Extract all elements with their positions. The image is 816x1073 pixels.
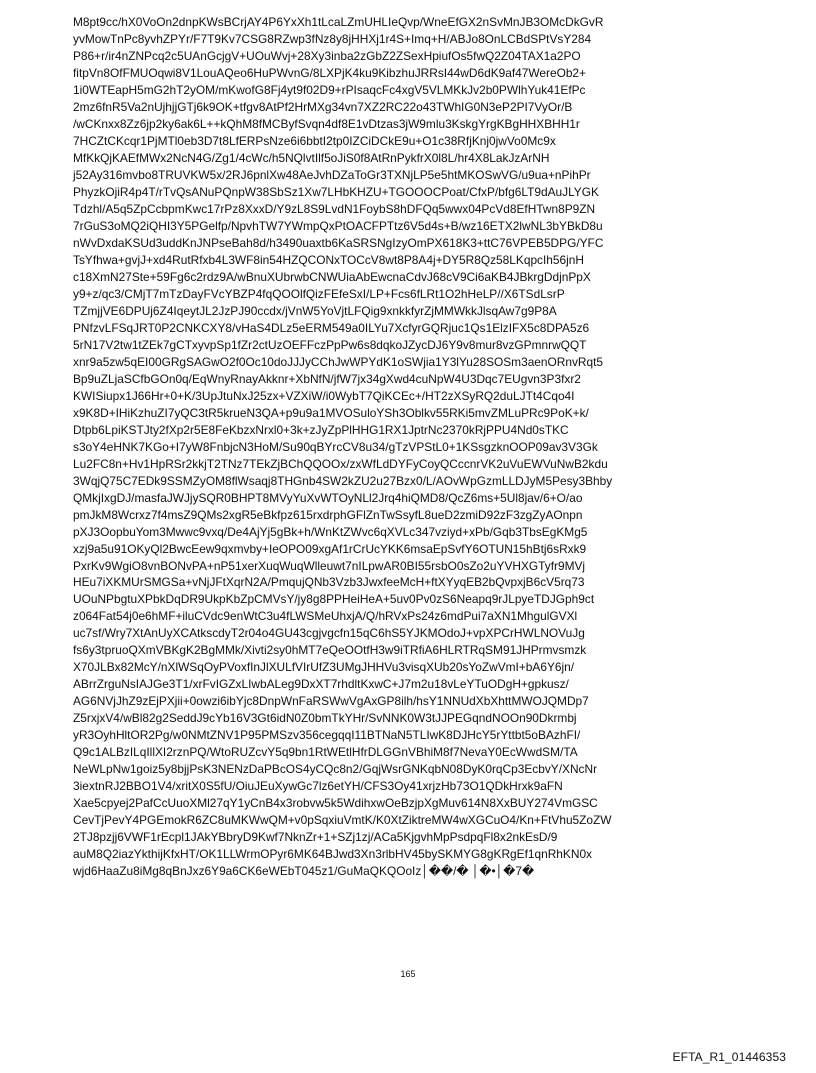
text-line: pXJ3OopbuYom3Mwwc9vxq/De4AjYj5gBk+h/WnKtZWvc6qXVLc347vziyd+xPb/Gqb3TbsEgKMg5: [73, 524, 588, 539]
text-line: xzj9a5u91OKyQl2BwcEew9qxmvby+IeOPO09xgAf1rCrUcYKK6msaEpSvfY6OTUN15hBtj6sRxk9: [73, 541, 587, 556]
text-line: z064Fat54j0e6hMF+iluCVdc9enWtC3u4fLWSMeUhxjA/Q/hRVxPs24z6mdPui7aXN1MhgulGVXl: [73, 609, 578, 624]
text-line: c18XmN27Ste+59Fg6c2rdz9A/wBnuXUbrwbCNWUiaAbEwcnaCdvJ68cV9Ci6aKB4JBkrgDdjnPpX: [73, 269, 591, 284]
text-line: UOuNPbgtuXPbkDqDR9UkpKbZpCMVsY/jy8g8PPHeiHeA+5uv0Pv0zS6Neapq9rJLpyeTDJGph9ct: [73, 592, 595, 607]
text-line: CevTjPevY4PGEmokR6ZC8uMKWwQM+v0pSqxiuVmtK/K0XtZiktreMW4wXGCuO4/Kn+FtVhu5ZoZW: [73, 813, 612, 828]
text-line: Tdzhl/A5q5ZpCcbpmKwc17rPz8XxxD/Y9zL8S9LvdN1FoybS8hDFQq5wwx04PcVd8EfHTwn8P9ZN: [73, 201, 596, 216]
text-line: P86+r/ir4nZNPcq2c5UAnGcjgV+UOuWvj+28Xy3inba2zGbZ2ZSexHpiufOs5fwQ2Z04TAX1a2PO: [73, 48, 581, 63]
text-line: Dtpb6LpiKSTJty2fXp2r5E8FeKbzxNrxl0+3k+zJyZpPlHHG1RX1JptrNc2370kRjPPU4Nd0sTKC: [73, 422, 569, 437]
text-line: 5rN17V2tw1tZEk7gCTxyvpSp1fZr2ctUzOEFFczPpPw6s8dqkoJZycDJ6Y9v8mur8vzGPmnrwQQT: [73, 337, 587, 352]
text-line: auM8Q2iazYkthijKfxHT/OK1LLWrmOPyr6MK64BJwd3Xn3rlbHV45bySKMYG8gKRgEf1qnRhKN0x: [73, 847, 593, 862]
text-line: wjd6HaaZu8iMg8qBnJxz6Y9a6CK6eWEbT045z1/GuMaQKQOoIz│��/� │�•│�7�: [73, 864, 535, 879]
text-line: PNfzvLFSqJRT0P2CNKCXY8/vHaS4DLz5eERM549a0ILYu7XcfyrGQRjuc1Qs1ElzIFX5c8DPA5z6: [73, 320, 590, 335]
text-line: MfKkQjKAEfMWx2NcN4G/Zg1/4cWc/h5NQlvtIlf5oJiS0f8AtRnPykfrX0l8L/hr4X8LakJzArNH: [73, 150, 550, 165]
text-line: ABrrZrguNsIAJGe3T1/xrFvIGZxLIwbALeg9DxXT7rhdltKxwC+J7m2u18vLeYTuODgH+gpkusz/: [73, 677, 569, 692]
text-line: Z5rxjxV4/wBl82g2SeddJ9cYb16V3Gt6idN0Z0bmTkYHr/SvNNK0W3tJJPEGqndNOOn90Dkrmbj: [73, 711, 577, 726]
text-line: TsYfhwa+gvjJ+xd4RutRfxb4L3WF8in54HZQCONxTOCcV8wt8P8A4j+DY5R8Qz58LKqpcIh56jnH: [73, 252, 584, 267]
text-line: 2TJ8pzjj6VWF1rEcpl1JAkYBbryD9Kwf7NknZr+1+SZj1zj/ACa5KjgvhMpPsdpqFl8x2nkEsD/9: [73, 830, 558, 845]
text-line: QMkjIxgDJ/masfaJWJjySQR0BHPT8MVyYuXvWTOyNLl2Jrq4hiQMD8/QcZ6ms+5Ul8jav/6+O/ao: [73, 490, 583, 505]
text-line: uc7sf/Wry7XtAnUyXCAtkscdyT2r04o4GU43cgjvgcfn15qC6hS5YJKMOdoJ+vpXPCrHWLNOVuJg: [73, 626, 585, 641]
text-line: yvMowTnPc8yvhZPYr/F7T9Kv7CSG8RZwp3fNz8y8jHHXj1r4S+Imq+H/ABJo8OnLCBdSPtVsY284: [73, 31, 592, 46]
text-line: Q9c1ALBzILqIllXI2rznPQ/WtoRUZcvY5q9bn1RtWEtlHfrDLGGnVBhiM8f7NevaY0EcWwdSM/TA: [73, 745, 578, 760]
document-id: EFTA_R1_01446353: [672, 1050, 786, 1064]
text-line: 7HCZtCKcqr1PjMTl0eb3D7t8LfERPsNze6i6bbtI2tp0IZCiDCkE9u+O1c38RfjKnj0jwVo0Mc9x: [73, 133, 556, 148]
text-line: xnr9a5zw5qEI00GRgSAGwO2f0Oc10doJJJyCChJwWPYdK1oSWjia1Y3lYu28SOSm3aenORnvRqt5: [73, 354, 604, 369]
text-line: fitpVn8OfFMUOqwi8V1LouAQeo6HuPWvnG/8LXPjK4ku9KibzhuJRRsI44wD6dK9af47WereOb2+: [73, 65, 586, 80]
text-line: M8pt9cc/hX0VoOn2dnpKWsBCrjAY4P6YxXh1tLcaLZmUHLIeQvp/WneEfGX2nSvMnJB3OMcDkGvR: [73, 15, 604, 29]
encoded-text-block: [73, 14, 773, 880]
text-line: PxrKv9WgiO8vnBONvPA+nP51xerXuqWuqWlleuwt7nILpwAR0BI55rsbO0sZo2uYVHXGTyfr9MVj: [73, 558, 586, 573]
text-line: AG6NVjJhZ9zEjPXjii+0owzi6ibYjc8DnpWnFaRSWwVgAxGP8ilh/hsY1NNUdXbXhttMWOJQMDp7: [73, 694, 589, 709]
text-line: 7rGuS3oMQ2iQHI3Y5PGelfp/NpvhTW7YWmpQxPtOACFPTtz6V5d4s+B/wz16ETX2lwNL3bYBkD8u: [73, 218, 603, 233]
text-line: Xae5cpyej2PafCcUuoXMl27qY1yCnB4x3robvw5k5WdihxwOeBzjpXgMuv614N8XxBUY274VmGSC: [73, 796, 598, 811]
text-line: 1i0WTEapH5mG2hT2yOM/mKwofG8Fj4yt9f02D9+rPIsaqcFc4xgV5VLMKkJv2b0PWlhYuk41EfPc: [73, 82, 586, 97]
text-line: PhyzkOjiR4p4T/rTvQsANuPQnpW38SbSz1Xw7LHbKHZU+TGOOOCPoat/CfxP/bfg6LT9dAuJLYGK: [73, 184, 599, 199]
text-line: NeWLpNw1goiz5y8bjjPsK3NENzDaPBcOS4yCQc8n2/GqjWsrGNKqbN08DyK0rqCp3EcbvY/XNcNr: [73, 762, 598, 777]
text-line: yR3OyhHltOR2Pg/w0NMtZNV1P95PMSzv356cegqqI11BTNaN5TLIwK8DJHcY5rYttbt5oBAzhFI/: [73, 728, 581, 743]
text-line: s3oY4eHNK7KGo+I7yW8FnbjcN3HoM/Su90qBYrcCV8u34/gTzVPStL0+1KSsgzknOOP09av3V3Gk: [73, 439, 598, 454]
text-line: nWvDxdaKSUd3uddKnJNPseBah8d/h3490uaxtb6KaSRSNgIzyOmPX618K3+ttC76VPEB5DPG/YFC: [73, 235, 604, 250]
text-line: pmJkM8Wcrxz7f4msZ9QMs2xgR5eBkfpz615rxdrphGFlZnTwSsyfL8ueD2zmiD92zF3zgZyAOnpn: [73, 507, 583, 522]
text-line: HEu7iXKMUrSMGSa+vNjJFtXqrN2A/PmqujQNb3Vzb3JwxfeeMcH+ftXYyqEB2bQvpxjB6cV5rq73: [73, 575, 585, 590]
text-line: fs6y3tpruoQXmVBKgK2BgMMk/Xivti2sy0hMT7eQeOOtfH3w9iTRfiA6HLRTRqSM91JHPrmvsmzk: [73, 643, 587, 658]
text-line: /wCKnxx8Zz6jp2ky6ak6L++kQhM8fMCByfSvqn4df8E1vDtzas3jW9mlu3KskgYrgKBgHHXBHH1r: [73, 116, 580, 131]
text-line: Bp9uZLjaSCfbGOn0q/EqWnyRnayAkknr+XbNfN/jfW7jx34gXwd4cuNpW4U3Dqc7EUgvn3P3fxr2: [73, 371, 581, 386]
text-line: Lu2FC8n+Hv1HpRSr2kkjT2TNz7TEkZjBChQQOOx/zxWfLdDYFyCoyQCccnrVK2uVuEWVuNwB2kdu: [73, 456, 608, 471]
text-line: x9K8D+IHiKzhuZI7yQC3tR5krueN3QA+p9u9a1MVOSuloYSh3Oblkv55RKi5mvZMLuPRc9PoK+k/: [73, 405, 589, 420]
text-line: y9+z/qc3/CMjT7mTzDayFVcYBZP4fqQOOlfQizFEfeSxI/LP+Fcs6fLRt1O2hHeLP//X6TSdLsrP: [73, 286, 565, 301]
page-number: 165: [400, 969, 416, 979]
text-line: X70JLBx82McY/nXlWSqOyPVoxfInJlXULfVIrUfZ3UMgJHHVu3visqXUb20sYoZwVmI+bA6Y6jn/: [73, 660, 575, 675]
text-line: 3iextnRJ2BBO1V4/xritX0S5fU/OiuJEuXywGc7lz6etYH/CFS3Oy41xrjzHb73O1QDkHrxk9aFN: [73, 779, 563, 794]
text-line: KWISiupx1J66Hr+0+K/3UpJtuNxJ25zx+VZXiW/i0WybT7QiKCEc+/HT2zXSyRQ2duLJTt4Cqo4I: [73, 388, 575, 403]
text-line: 2mz6fnR5Va2nUjhjjGTj6k9OK+tfgv8AtPf2HrMXg34vn7XZ2RC22o43TWhIG0N3eP2PI7VyOr/B: [73, 99, 573, 114]
text-line: j52Ay316mvbo8TRUVKW5x/2RJ6pnlXw48AeJvhDZaToGr3TXNjLP5e5htMKOSwVG/u9ua+nPihPr: [73, 167, 591, 182]
text-line: 3WqjQ75C7EDk9SSMZyOM8flWsaqj8THGnb4SW2kZU2u27Bzx0/L/AOvWpGzmLLDJyM5Pesy3Bhby: [73, 473, 613, 488]
text-line: TZmjjVE6DPUj6Z4IqeytJL2JzPJ90ccdx/jVnW5YoVjtLFQig9xnkkfyrZjMMWkkJlsqAw7g9P8A: [73, 303, 557, 318]
